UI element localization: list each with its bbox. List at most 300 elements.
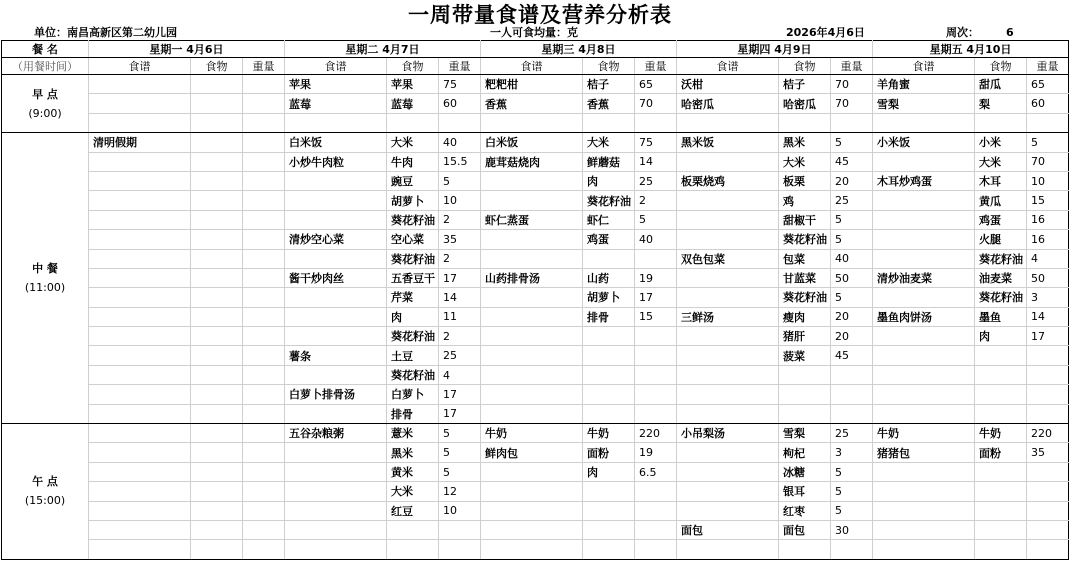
cell-food: 桔子 <box>779 75 831 94</box>
cell-food <box>191 171 243 190</box>
cell-weight: 17 <box>439 385 481 404</box>
cell-food <box>191 327 243 346</box>
cell-food: 葵花籽油 <box>975 288 1027 307</box>
cell-weight: 5 <box>831 501 873 520</box>
subheader-weight: 重量 <box>243 58 285 75</box>
cell-weight: 3 <box>831 443 873 462</box>
cell-food <box>583 540 635 559</box>
cell-food <box>779 113 831 132</box>
cell-food: 肉 <box>387 307 439 326</box>
cell-food: 胡萝卜 <box>387 191 439 210</box>
cell-weight: 220 <box>1027 424 1069 443</box>
cell-recipe <box>677 443 779 462</box>
cell-recipe <box>873 346 975 365</box>
cell-recipe <box>481 249 583 268</box>
table-row <box>2 249 1069 268</box>
cell-recipe <box>677 482 779 501</box>
cell-weight <box>831 113 873 132</box>
cell-food <box>191 230 243 249</box>
cell-recipe <box>873 540 975 559</box>
cell-weight <box>243 385 285 404</box>
cell-weight <box>243 210 285 229</box>
cell-recipe <box>285 113 387 132</box>
cell-food: 蓝莓 <box>387 94 439 113</box>
day-header: 星期五 4月10日 <box>873 41 1069 58</box>
cell-recipe <box>89 424 191 443</box>
cell-recipe: 板栗烧鸡 <box>677 171 779 190</box>
cell-weight <box>635 249 677 268</box>
cell-food <box>975 365 1027 384</box>
cell-food: 猪肝 <box>779 327 831 346</box>
cell-food <box>191 520 243 539</box>
table-row <box>2 288 1069 307</box>
cell-recipe: 山药排骨汤 <box>481 268 583 287</box>
cell-recipe: 哈密瓜 <box>677 94 779 113</box>
cell-weight <box>439 113 481 132</box>
cell-food: 鸡蛋 <box>975 210 1027 229</box>
cell-food: 牛奶 <box>975 424 1027 443</box>
cell-recipe: 白萝卜排骨汤 <box>285 385 387 404</box>
cell-weight: 40 <box>439 133 481 152</box>
cell-recipe: 小米饭 <box>873 133 975 152</box>
cell-recipe <box>481 307 583 326</box>
cell-food: 豌豆 <box>387 171 439 190</box>
cell-weight: 50 <box>831 268 873 287</box>
cell-recipe <box>89 462 191 481</box>
cell-food: 胡萝卜 <box>583 288 635 307</box>
meal-name-cell <box>2 133 89 424</box>
cell-weight <box>635 404 677 423</box>
cell-weight: 30 <box>831 520 873 539</box>
cell-food: 牛奶 <box>583 424 635 443</box>
cell-weight <box>243 346 285 365</box>
table-row <box>2 424 1069 443</box>
cell-weight <box>243 327 285 346</box>
cell-recipe <box>873 365 975 384</box>
subheader-recipe: 食谱 <box>677 58 779 75</box>
per-person-note: 一人可食均量：克 <box>490 26 578 39</box>
cell-weight: 15 <box>1027 191 1069 210</box>
table-row <box>2 501 1069 520</box>
cell-weight: 5 <box>831 230 873 249</box>
cell-food <box>975 540 1027 559</box>
cell-recipe <box>481 113 583 132</box>
cell-recipe: 粑粑柑 <box>481 75 583 94</box>
cell-recipe <box>481 191 583 210</box>
cell-recipe <box>677 501 779 520</box>
cell-food: 空心菜 <box>387 230 439 249</box>
cell-recipe: 墨鱼肉饼汤 <box>873 307 975 326</box>
cell-weight: 40 <box>635 230 677 249</box>
cell-food <box>191 404 243 423</box>
cell-recipe: 鲜肉包 <box>481 443 583 462</box>
cell-weight <box>1027 365 1069 384</box>
cell-recipe <box>677 404 779 423</box>
cell-recipe <box>89 482 191 501</box>
cell-recipe <box>89 210 191 229</box>
cell-weight <box>243 482 285 501</box>
subheader-food: 食物 <box>387 58 439 75</box>
cell-recipe <box>89 94 191 113</box>
cell-food <box>583 365 635 384</box>
cell-weight <box>243 249 285 268</box>
cell-food: 大米 <box>779 152 831 171</box>
cell-food <box>191 268 243 287</box>
cell-weight <box>1027 462 1069 481</box>
subheader-weight: 重量 <box>439 58 481 75</box>
cell-recipe <box>89 230 191 249</box>
subheader-weight: 重量 <box>1027 58 1069 75</box>
meal-time: (11:00) <box>24 281 66 295</box>
table-row <box>2 94 1069 113</box>
cell-recipe <box>89 171 191 190</box>
cell-recipe <box>873 191 975 210</box>
cell-recipe <box>481 230 583 249</box>
cell-weight: 45 <box>831 346 873 365</box>
cell-weight <box>831 540 873 559</box>
cell-recipe: 五谷杂粮粥 <box>285 424 387 443</box>
cell-food <box>387 540 439 559</box>
cell-weight <box>439 540 481 559</box>
cell-recipe <box>89 404 191 423</box>
cell-recipe <box>89 249 191 268</box>
cell-food: 土豆 <box>387 346 439 365</box>
cell-weight: 10 <box>439 191 481 210</box>
cell-recipe <box>89 152 191 171</box>
cell-food: 火腿 <box>975 230 1027 249</box>
cell-weight: 5 <box>831 288 873 307</box>
table-row <box>2 152 1069 171</box>
cell-food: 黑米 <box>779 133 831 152</box>
cell-weight <box>243 424 285 443</box>
cell-recipe: 小吊梨汤 <box>677 424 779 443</box>
table-row <box>2 327 1069 346</box>
subheader-recipe: 食谱 <box>873 58 975 75</box>
cell-recipe <box>481 171 583 190</box>
cell-recipe <box>89 327 191 346</box>
cell-weight <box>243 288 285 307</box>
cell-weight: 14 <box>1027 307 1069 326</box>
cell-weight: 70 <box>831 75 873 94</box>
cell-weight <box>635 346 677 365</box>
cell-weight: 4 <box>439 365 481 384</box>
cell-weight <box>635 482 677 501</box>
cell-weight <box>635 520 677 539</box>
cell-recipe <box>481 365 583 384</box>
cell-weight <box>831 365 873 384</box>
cell-recipe <box>873 230 975 249</box>
cell-recipe <box>873 462 975 481</box>
cell-food: 大米 <box>583 133 635 152</box>
cell-recipe <box>677 210 779 229</box>
cell-weight: 19 <box>635 268 677 287</box>
subheader-recipe: 食谱 <box>285 58 387 75</box>
cell-weight <box>243 540 285 559</box>
cell-recipe <box>677 540 779 559</box>
cell-food: 红豆 <box>387 501 439 520</box>
cell-recipe <box>677 346 779 365</box>
meal-time-header: （用餐时间） <box>2 58 89 75</box>
cell-weight: 65 <box>635 75 677 94</box>
cell-recipe <box>89 288 191 307</box>
table-row <box>2 385 1069 404</box>
cell-food <box>779 540 831 559</box>
cell-food <box>191 113 243 132</box>
cell-weight: 5 <box>831 133 873 152</box>
cell-food: 五香豆干 <box>387 268 439 287</box>
cell-weight <box>243 113 285 132</box>
cell-weight: 17 <box>1027 327 1069 346</box>
cell-food: 苹果 <box>387 75 439 94</box>
cell-food <box>191 346 243 365</box>
subheader-food: 食物 <box>191 58 243 75</box>
cell-food <box>975 385 1027 404</box>
cell-recipe <box>285 404 387 423</box>
header-row-days <box>2 41 1069 58</box>
cell-food: 大米 <box>387 133 439 152</box>
table-row <box>2 230 1069 249</box>
cell-weight <box>243 443 285 462</box>
cell-recipe <box>873 327 975 346</box>
cell-weight: 5 <box>439 424 481 443</box>
cell-weight <box>635 385 677 404</box>
cell-weight: 12 <box>439 482 481 501</box>
cell-food: 香蕉 <box>583 94 635 113</box>
table-row <box>2 443 1069 462</box>
cell-food <box>975 482 1027 501</box>
cell-recipe: 沃柑 <box>677 75 779 94</box>
cell-recipe: 虾仁蒸蛋 <box>481 210 583 229</box>
cell-food <box>191 152 243 171</box>
cell-food <box>975 404 1027 423</box>
cell-recipe: 面包 <box>677 520 779 539</box>
cell-food <box>191 307 243 326</box>
cell-recipe <box>285 462 387 481</box>
cell-recipe <box>873 113 975 132</box>
cell-food <box>191 462 243 481</box>
cell-recipe: 薯条 <box>285 346 387 365</box>
cell-food: 葵花籽油 <box>975 249 1027 268</box>
cell-food <box>191 540 243 559</box>
cell-food <box>583 385 635 404</box>
cell-food: 肉 <box>583 462 635 481</box>
cell-weight <box>1027 540 1069 559</box>
cell-recipe <box>677 462 779 481</box>
cell-recipe <box>873 152 975 171</box>
cell-weight: 19 <box>635 443 677 462</box>
cell-weight <box>243 520 285 539</box>
cell-weight: 17 <box>439 404 481 423</box>
table-row <box>2 133 1069 152</box>
cell-weight: 60 <box>439 94 481 113</box>
cell-recipe: 清炒油麦菜 <box>873 268 975 287</box>
cell-recipe <box>481 404 583 423</box>
table-row <box>2 404 1069 423</box>
cell-food: 排骨 <box>387 404 439 423</box>
cell-weight <box>243 152 285 171</box>
cell-food: 冰糖 <box>779 462 831 481</box>
cell-recipe <box>285 210 387 229</box>
cell-food: 木耳 <box>975 171 1027 190</box>
cell-weight <box>243 94 285 113</box>
cell-food: 板栗 <box>779 171 831 190</box>
cell-recipe <box>285 171 387 190</box>
cell-recipe <box>677 365 779 384</box>
cell-weight <box>831 385 873 404</box>
cell-weight <box>1027 346 1069 365</box>
cell-food <box>779 365 831 384</box>
cell-food <box>975 501 1027 520</box>
cell-weight <box>243 191 285 210</box>
cell-recipe: 白米饭 <box>285 133 387 152</box>
cell-recipe <box>677 327 779 346</box>
week-label: 周次： <box>946 26 979 39</box>
cell-recipe <box>285 191 387 210</box>
cell-weight <box>243 268 285 287</box>
cell-weight: 35 <box>439 230 481 249</box>
cell-food: 红枣 <box>779 501 831 520</box>
day-header: 星期三 4月8日 <box>481 41 677 58</box>
day-header: 星期二 4月7日 <box>285 41 481 58</box>
cell-food <box>583 249 635 268</box>
cell-food: 肉 <box>975 327 1027 346</box>
cell-recipe <box>481 385 583 404</box>
cell-weight: 10 <box>439 501 481 520</box>
cell-recipe <box>677 191 779 210</box>
cell-recipe <box>677 113 779 132</box>
cell-weight: 5 <box>831 482 873 501</box>
subheader-recipe: 食谱 <box>89 58 191 75</box>
cell-weight <box>243 75 285 94</box>
cell-food <box>191 443 243 462</box>
cell-food: 葵花籽油 <box>387 365 439 384</box>
cell-recipe <box>481 327 583 346</box>
table-row <box>2 171 1069 190</box>
cell-weight: 25 <box>831 424 873 443</box>
meal-time: (9:00) <box>28 106 62 120</box>
cell-food <box>191 501 243 520</box>
cell-weight <box>1027 520 1069 539</box>
cell-recipe: 牛奶 <box>481 424 583 443</box>
cell-food: 葵花籽油 <box>779 230 831 249</box>
cell-food: 黄米 <box>387 462 439 481</box>
cell-food: 葵花籽油 <box>779 288 831 307</box>
date-label: 2026年4月6日 <box>786 26 865 39</box>
cell-food <box>779 404 831 423</box>
cell-food <box>191 94 243 113</box>
cell-recipe: 鹿茸菇烧肉 <box>481 152 583 171</box>
cell-recipe <box>89 385 191 404</box>
cell-weight: 20 <box>831 171 873 190</box>
cell-food <box>191 482 243 501</box>
cell-recipe <box>89 113 191 132</box>
cell-recipe <box>285 501 387 520</box>
cell-weight: 15.5 <box>439 152 481 171</box>
cell-food <box>975 462 1027 481</box>
cell-food: 小米 <box>975 133 1027 152</box>
cell-weight <box>635 501 677 520</box>
cell-recipe: 牛奶 <box>873 424 975 443</box>
cell-food <box>191 210 243 229</box>
cell-food: 黑米 <box>387 443 439 462</box>
cell-recipe <box>481 346 583 365</box>
table-row <box>2 540 1069 559</box>
subheader-food: 食物 <box>779 58 831 75</box>
cell-weight <box>243 230 285 249</box>
cell-recipe: 黑米饭 <box>677 133 779 152</box>
cell-food: 山药 <box>583 268 635 287</box>
table-row <box>2 210 1069 229</box>
cell-recipe <box>677 385 779 404</box>
cell-recipe <box>89 268 191 287</box>
cell-recipe: 羊角蜜 <box>873 75 975 94</box>
cell-weight <box>1027 404 1069 423</box>
cell-recipe <box>481 482 583 501</box>
cell-weight: 6.5 <box>635 462 677 481</box>
cell-weight <box>831 404 873 423</box>
cell-recipe <box>285 249 387 268</box>
cell-food: 桔子 <box>583 75 635 94</box>
cell-recipe <box>285 307 387 326</box>
cell-weight: 15 <box>635 307 677 326</box>
cell-food: 肉 <box>583 171 635 190</box>
cell-weight <box>635 365 677 384</box>
day-header: 星期一 4月6日 <box>89 41 285 58</box>
cell-weight: 70 <box>1027 152 1069 171</box>
subheader-weight: 重量 <box>635 58 677 75</box>
cell-weight <box>1027 385 1069 404</box>
cell-recipe <box>285 482 387 501</box>
cell-food <box>191 133 243 152</box>
table-row <box>2 113 1069 132</box>
cell-food <box>191 249 243 268</box>
table-row <box>2 268 1069 287</box>
cell-weight: 2 <box>439 210 481 229</box>
cell-recipe <box>677 268 779 287</box>
cell-food <box>583 346 635 365</box>
cell-food: 银耳 <box>779 482 831 501</box>
cell-food: 面粉 <box>583 443 635 462</box>
cell-food <box>191 385 243 404</box>
cell-weight: 75 <box>439 75 481 94</box>
cell-recipe <box>89 365 191 384</box>
cell-weight <box>1027 113 1069 132</box>
cell-recipe <box>873 385 975 404</box>
meal-name: 中 餐 <box>32 262 58 276</box>
cell-weight <box>635 113 677 132</box>
cell-food: 面包 <box>779 520 831 539</box>
cell-weight: 75 <box>635 133 677 152</box>
cell-food: 面粉 <box>975 443 1027 462</box>
cell-recipe <box>481 462 583 481</box>
cell-recipe <box>481 288 583 307</box>
cell-recipe: 三鲜汤 <box>677 307 779 326</box>
cell-recipe <box>89 75 191 94</box>
cell-food: 鸡蛋 <box>583 230 635 249</box>
cell-food: 枸杞 <box>779 443 831 462</box>
cell-food <box>975 346 1027 365</box>
cell-weight: 65 <box>1027 75 1069 94</box>
cell-recipe <box>285 443 387 462</box>
table-row <box>2 520 1069 539</box>
week-number: 6 <box>1006 26 1014 39</box>
cell-food: 墨鱼 <box>975 307 1027 326</box>
cell-recipe: 猪猪包 <box>873 443 975 462</box>
cell-recipe: 雪梨 <box>873 94 975 113</box>
cell-food <box>387 520 439 539</box>
cell-recipe <box>285 288 387 307</box>
cell-weight: 20 <box>831 307 873 326</box>
